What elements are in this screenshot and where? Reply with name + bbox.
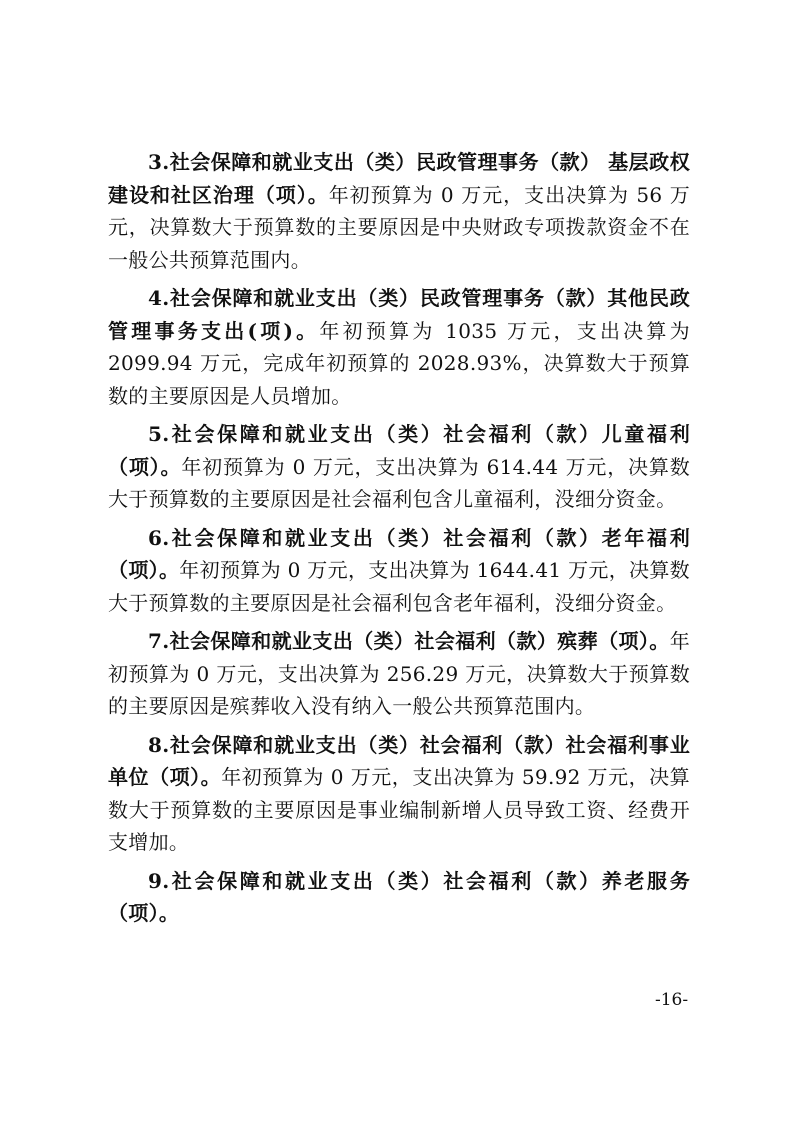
- item-heading: 6.社会保障和就业支出（类）社会福利（款）老年福利（项）。: [108, 525, 690, 582]
- item-text: 年初预算为 0 万元，支出决算为 56 万元，决算数大于预算数的主要原因是中央财政专项拨款资金不在一般公共预算范围内。: [108, 182, 690, 272]
- item-text: 年初预算为 0 万元，支出决算为 256.29 万元，决算数大于预算数的主要原因是殡葬收入没有纳入一般公共预算范围内。: [108, 629, 690, 718]
- paragraph-item-8: [108, 729, 690, 859]
- item-heading: 7.社会保障和就业支出（类）社会福利（款）殡葬（项）。: [148, 629, 670, 653]
- document-body: [108, 146, 690, 936]
- paragraph-item-5: [108, 418, 690, 516]
- item-heading: 5.社会保障和就业支出（类）社会福利（款）儿童福利（项）。: [108, 422, 690, 479]
- paragraph-item-3: [108, 146, 690, 276]
- item-text: 年初预算为 0 万元，支出决算为 1644.41 万元，决算数大于预算数的主要原因是社会福利包含老年福利，没细分资金。: [108, 558, 690, 615]
- item-text: 年初预算为 1035 万元，支出决算为 2099.94 万元，完成年初预算的 2028.93%，决算数大于预算数的主要原因是人员增加。: [108, 318, 690, 408]
- item-heading: 8.社会保障和就业支出（类）社会福利（款）社会福利事业单位（项）。: [108, 732, 690, 789]
- item-text: 年初预算为 0 万元，支出决算为 59.92 万元，决算数大于预算数的主要原因是事业编制新增人员导致工资、经费开支增加。: [108, 765, 690, 854]
- paragraph-item-4: [108, 282, 690, 412]
- item-heading: 4.社会保障和就业支出（类）民政管理事务（款）其他民政管理事务支出(项)。: [108, 286, 690, 343]
- paragraph-item-7: [108, 625, 690, 723]
- paragraph-item-9: [108, 865, 690, 930]
- item-heading: 3.社会保障和就业支出（类）民政管理事务（款） 基层政权建设和社区治理（项）。: [108, 150, 690, 207]
- page-number: -16-: [655, 990, 689, 1010]
- paragraph-item-6: [108, 522, 690, 620]
- item-heading: 9.社会保障和就业支出（类）社会福利（款）养老服务（项）。: [108, 868, 690, 925]
- item-text: 年初预算为 0 万元，支出决算为 614.44 万元，决算数大于预算数的主要原因是社会福利包含儿童福利，没细分资金。: [108, 454, 691, 511]
